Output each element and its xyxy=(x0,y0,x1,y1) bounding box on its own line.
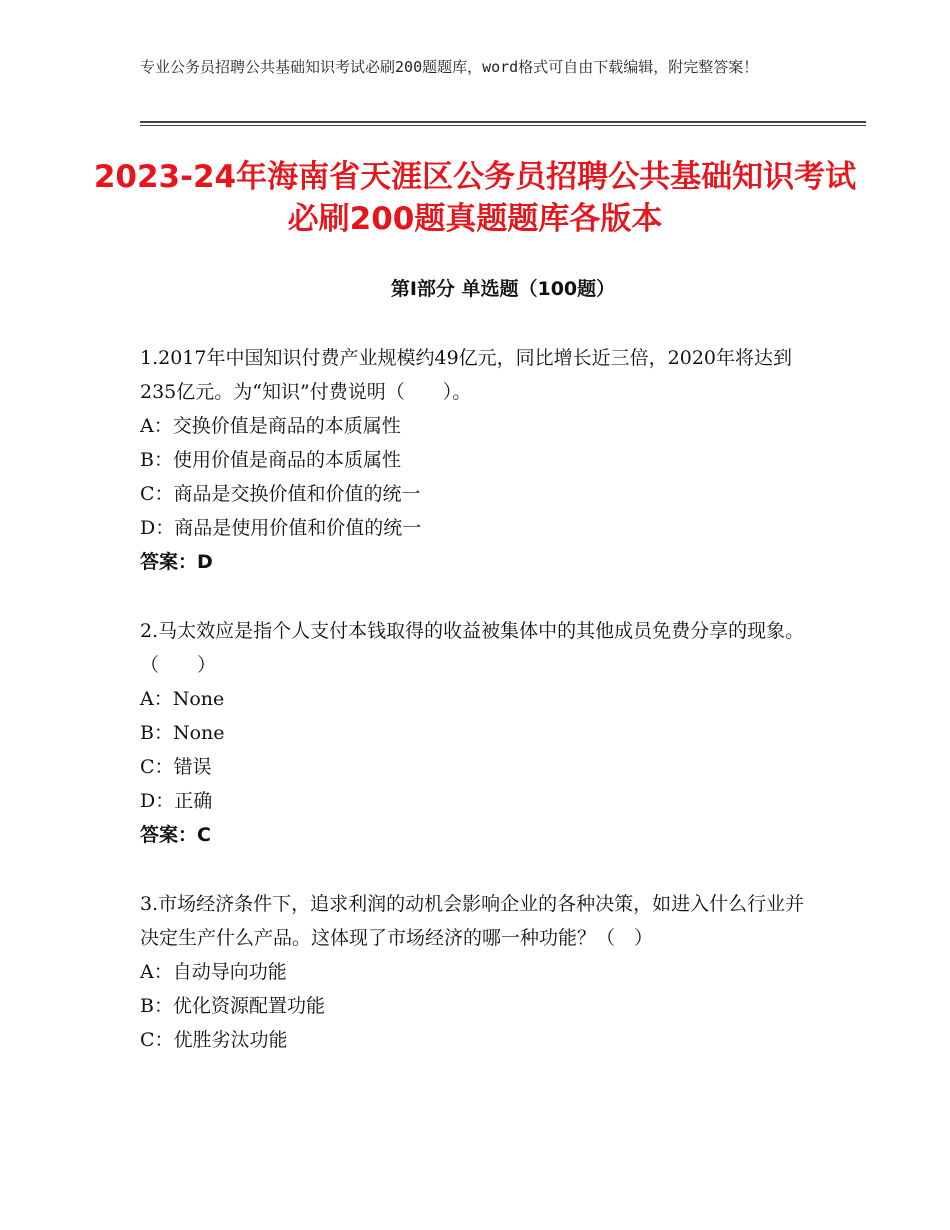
option-a: A：None xyxy=(140,688,225,710)
answer: 答案：C xyxy=(140,824,211,846)
question-stem: 1.2017年中国知识付费产业规模约49亿元，同比增长近三倍，2020年将达到235亿元。为“知识”付费说明（ ）。 xyxy=(140,347,793,403)
option-b: B：优化资源配置功能 xyxy=(140,995,325,1017)
option-b: B：使用价值是商品的本质属性 xyxy=(140,449,401,471)
question-stem: 3.市场经济条件下，追求利润的动机会影响企业的各种决策，如进入什么行业并决定生产什么产品。这体现了市场经济的哪一种功能？（ ） xyxy=(140,893,805,949)
option-b: B：None xyxy=(140,722,225,744)
option-c: C：优胜劣汰功能 xyxy=(140,1029,288,1051)
section-title: 第Ⅰ部分 单选题（100题） xyxy=(390,278,616,300)
question-2 xyxy=(140,614,812,852)
option-c: C：错误 xyxy=(140,756,212,778)
question-stem: 2.马太效应是指个人支付本钱取得的收益被集体中的其他成员免费分享的现象。（ ） xyxy=(140,620,805,676)
option-d: D：正确 xyxy=(140,790,213,812)
header-divider-thin xyxy=(140,125,866,126)
option-a: A：交换价值是商品的本质属性 xyxy=(140,415,401,437)
question-1 xyxy=(140,341,812,579)
answer: 答案：D xyxy=(140,551,213,573)
option-d: D：商品是使用价值和价值的统一 xyxy=(140,517,422,539)
question-3 xyxy=(140,887,812,1057)
option-a: A：自动导向功能 xyxy=(140,961,287,983)
header-note: 专业公务员招聘公共基础知识考试必刷200题题库，word格式可自由下载编辑，附完整答案！ xyxy=(140,58,759,76)
header-divider-thick xyxy=(140,121,866,123)
option-c: C：商品是交换价值和价值的统一 xyxy=(140,483,421,505)
document-title: 2023-24年海南省天涯区公务员招聘公共基础知识考试必刷200题真题题库各版本 xyxy=(93,159,857,237)
